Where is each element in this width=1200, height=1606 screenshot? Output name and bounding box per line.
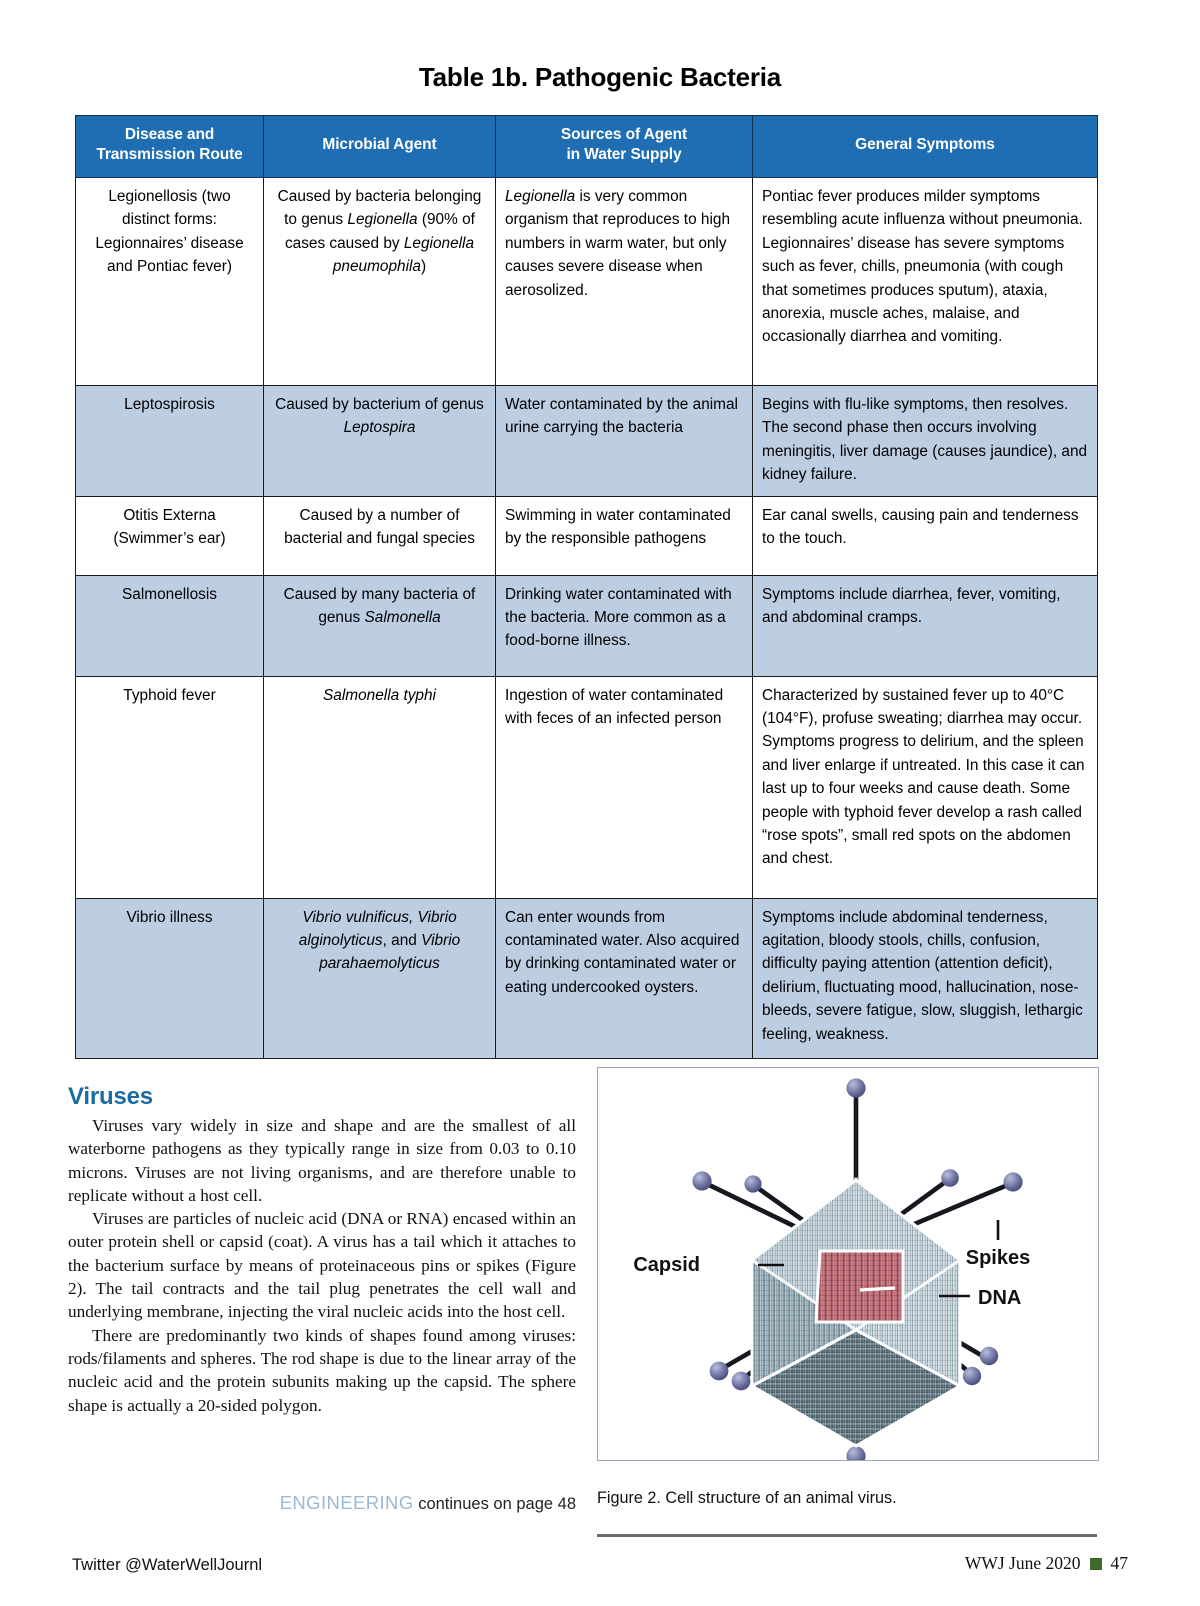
cell-symptoms: Characterized by sustained fever up to 40°C (104°F), profuse sweating; diarrhea may occur. Symptoms progress to delirium, and the spleen and liver enlarge if untreated. In this case it can last up to four weeks and cause death. Some people with typhoid fever develop a rash called “rose spots”, small red spots on the abdomen and chest. bbox=[753, 676, 1098, 898]
column-header-sources-line2: in Water Supply bbox=[566, 146, 682, 164]
table-body bbox=[76, 177, 1098, 1058]
cell-agent bbox=[264, 385, 496, 496]
footer-page-number: 47 bbox=[1110, 1553, 1128, 1573]
footer-issue-info bbox=[965, 1553, 1128, 1574]
agent-text-post: ) bbox=[421, 258, 427, 276]
agent-text: Caused by bacterium of genus bbox=[275, 395, 484, 413]
cell-disease: Typhoid fever bbox=[76, 676, 264, 898]
agent-text: Caused by bacteria belonging to genus bbox=[277, 187, 482, 229]
source-italic: Legionella bbox=[505, 187, 576, 205]
footer-twitter-handle: Twitter @WaterWellJournl bbox=[72, 1556, 263, 1574]
paragraph: There are predominantly two kinds of shapes found among viruses: rods/filaments and spheres. The rod shape is due to the linear array of the nucleic acid and the protein subunits making up the capsid. The sphere shape is actually a 20-sided polygon. bbox=[68, 1325, 576, 1415]
spikes-label: Spikes bbox=[965, 1247, 1031, 1269]
table-row bbox=[76, 385, 1098, 496]
agent-italic-1: Salmonella bbox=[364, 608, 441, 626]
engineering-brand-label: ENGINEERING bbox=[279, 1492, 414, 1513]
cell-disease: Legionellosis (two distinct forms: Legionnaires’ disease and Pontiac fever) bbox=[76, 177, 264, 385]
agent-italic-1: Vibrio vulnificus, Vibrio alginolyticus bbox=[298, 908, 457, 949]
cell-agent bbox=[264, 676, 496, 898]
column-header-microbial-agent-line1: Microbial Agent bbox=[322, 136, 437, 154]
column-header-microbial-agent bbox=[264, 116, 496, 178]
pathogenic-bacteria-table bbox=[75, 115, 1098, 1059]
cell-source: Drinking water contaminated with the bacteria. More common as a food-borne illness. bbox=[496, 575, 753, 676]
cell-symptoms: Pontiac fever produces milder symptoms resembling acute influenza without pneumonia. Legionnaires’ disease has severe symptoms such as fever, chills, pneumonia (with cough that sometimes produces sputum), ataxia, anorexia, muscle aches, malaise, and occasionally diarrhea and vomiting. bbox=[753, 177, 1098, 385]
cell-agent bbox=[264, 177, 496, 385]
figure-caption: Figure 2. Cell structure of an animal virus. bbox=[597, 1489, 897, 1507]
footer-divider bbox=[597, 1534, 1097, 1537]
footer-issue-text: WWJ June 2020 bbox=[964, 1553, 1081, 1573]
agent-italic-1: Leptospira bbox=[343, 419, 416, 437]
cell-symptoms: Symptoms include abdominal tenderness, agitation, bloody stools, chills, confusion, difficulty paying attention (attention deficit), delirium, fluctuating mood, hallucination, nose-bleeds, severe fatigue, slow, sluggish, lethargic feeling, weakness. bbox=[753, 898, 1098, 1058]
square-bullet-icon bbox=[1090, 1558, 1102, 1570]
cell-symptoms: Begins with flu-like symptoms, then resolves. The second phase then occurs involving meningitis, liver damage (causes jaundice), and kidney failure. bbox=[753, 385, 1098, 496]
cell-source: Ingestion of water contaminated with feces of an infected person bbox=[496, 676, 753, 898]
column-header-disease-line1: Disease and bbox=[124, 126, 215, 143]
agent-italic-1: Salmonella typhi bbox=[323, 686, 436, 704]
cell-symptoms: Ear canal swells, causing pain and tenderness to the touch. bbox=[753, 496, 1098, 575]
virus-illustration bbox=[598, 1068, 1098, 1460]
pathogenic-bacteria-table-wrapper bbox=[75, 115, 1097, 1059]
cell-disease: Salmonellosis bbox=[76, 575, 264, 676]
viruses-body-text bbox=[68, 1114, 576, 1417]
capsid-label: Capsid bbox=[633, 1254, 700, 1276]
continues-text: continues on page 48 bbox=[413, 1495, 576, 1513]
table-row bbox=[76, 676, 1098, 898]
agent-text: Caused by many bacteria of genus bbox=[283, 585, 476, 626]
section-heading-viruses: Viruses bbox=[68, 1083, 153, 1110]
agent-text-mid: , and bbox=[382, 931, 422, 949]
table-row bbox=[76, 575, 1098, 676]
cell-disease: Leptospirosis bbox=[76, 385, 264, 496]
cell-agent bbox=[264, 898, 496, 1058]
cell-agent bbox=[264, 575, 496, 676]
agent-text-mid: (90% of cases caused by bbox=[284, 211, 475, 252]
cell-source: Swimming in water contaminated by the responsible pathogens bbox=[496, 496, 753, 575]
column-header-sources-line1: Sources of Agent bbox=[560, 126, 688, 143]
continues-line bbox=[68, 1492, 576, 1514]
dna-label: DNA bbox=[978, 1287, 1022, 1309]
column-header-sources bbox=[496, 116, 753, 178]
table-row bbox=[76, 898, 1098, 1058]
agent-italic-2: Legionella pneumophila bbox=[332, 234, 475, 276]
paragraph: Viruses are particles of nucleic acid (DNA or RNA) encased within an outer protein shell or capsid (coat). A virus has a tail which it attaches to the bacterium surface by means of proteinaceous pins or spikes (Figure 2). The tail contracts and the tail plug penetrates the cell wall and underlying membrane, injecting the viral nucleic acids into the host cell. bbox=[68, 1209, 576, 1322]
page-title: Table 1b. Pathogenic Bacteria bbox=[418, 62, 782, 92]
column-header-disease bbox=[76, 116, 264, 178]
cell-symptoms: Symptoms include diarrhea, fever, vomiting, and abdominal cramps. bbox=[753, 575, 1098, 676]
paragraph: Viruses vary widely in size and shape and are the smallest of all waterborne pathogens as they typically range in size from 0.03 to 0.10 microns. Viruses are not living organisms, and are therefore unable to replicate without a host cell. bbox=[68, 1116, 576, 1205]
column-header-disease-line2: Transmission Route bbox=[96, 146, 243, 164]
agent-italic-1: Legionella bbox=[347, 211, 418, 229]
cell-disease: Otitis Externa (Swimmer’s ear) bbox=[76, 496, 264, 575]
column-header-symptoms-line1: General Symptoms bbox=[855, 136, 995, 154]
cell-source: Water contaminated by the animal urine carrying the bacteria bbox=[496, 385, 753, 496]
dna-core bbox=[816, 1251, 903, 1322]
cell-agent: Caused by a number of bacterial and fungal species bbox=[264, 496, 496, 575]
cell-source: Can enter wounds from contaminated water. Also acquired by drinking contaminated water or eating undercooked oysters. bbox=[496, 898, 753, 1058]
cell-disease: Vibrio illness bbox=[76, 898, 264, 1058]
source-text: is very common organism that reproduces to high numbers in warm water, but only causes severe disease when aerosolized. bbox=[505, 187, 731, 299]
agent-italic-2: Vibrio parahaemolyticus bbox=[319, 931, 461, 973]
table-row bbox=[76, 177, 1098, 385]
column-header-symptoms bbox=[753, 116, 1098, 178]
cell-source bbox=[496, 177, 753, 385]
table-header-row bbox=[76, 116, 1098, 178]
figure-2-box bbox=[597, 1067, 1099, 1461]
table-row bbox=[76, 496, 1098, 575]
